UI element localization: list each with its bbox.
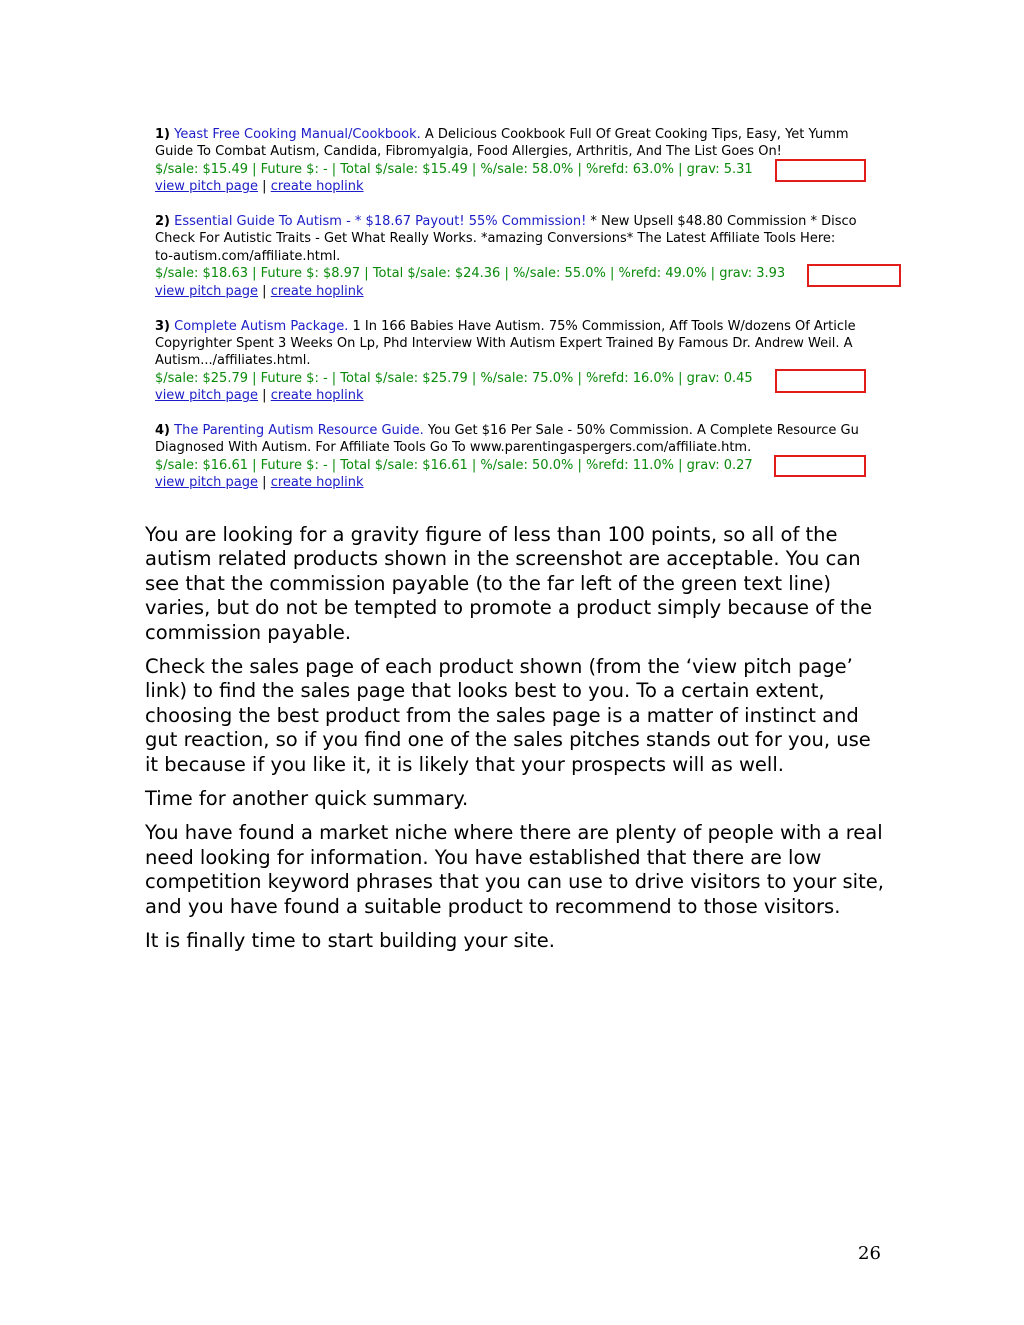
result-title-line xyxy=(155,213,927,230)
product-title-link[interactable]: Yeast Free Cooking Manual/Cookbook. xyxy=(174,127,421,142)
link-separator: | xyxy=(262,475,267,491)
view-pitch-page-link[interactable]: view pitch page xyxy=(155,179,259,195)
product-title-link[interactable]: Complete Autism Package. xyxy=(174,318,349,334)
result-title-line xyxy=(155,318,927,335)
product-description: Check For Autistic Traits - Get What Really Works. *amazing Conversions* The Latest Affiliate Tools Here: xyxy=(155,231,836,247)
result-number: 3) xyxy=(155,318,170,334)
result-title-line xyxy=(155,126,927,143)
product-result xyxy=(155,318,927,405)
view-pitch-page-link[interactable]: view pitch page xyxy=(155,388,259,404)
view-pitch-page-link[interactable]: view pitch page xyxy=(155,283,259,299)
create-hoplink-link[interactable]: create hoplink xyxy=(270,475,364,491)
gravity-highlight-box xyxy=(774,455,866,477)
body-paragraph: It is finally time to start building your site. xyxy=(145,929,555,953)
gravity-highlight-box xyxy=(775,159,866,182)
result-title-line xyxy=(155,422,927,439)
product-description: Copyrighter Spent 3 Weeks On Lp, Phd Interview With Autism Expert Trained By Famous Dr. Andrew Weil. A xyxy=(155,335,853,351)
gravity-value: grav: 5.31 xyxy=(686,161,753,177)
stats-text: $/sale: $15.49 | Future $: - | Total $/sale: $15.49 | %/sale: 58.0% | %refd: 63.0% | xyxy=(155,161,683,177)
product-description: 1 In 166 Babies Have Autism. 75% Commission, Aff Tools W/dozens Of Article xyxy=(352,318,856,334)
view-pitch-page-link[interactable]: view pitch page xyxy=(155,475,259,491)
result-number: 1) xyxy=(155,127,170,142)
create-hoplink-link[interactable]: create hoplink xyxy=(270,388,364,404)
embedded-screenshot xyxy=(155,126,927,509)
result-number: 4) xyxy=(155,422,170,438)
stats-text: $/sale: $25.79 | Future $: - | Total $/sale: $25.79 | %/sale: 75.0% | %refd: 16.0% | xyxy=(155,370,683,386)
product-result xyxy=(155,422,927,492)
product-description: * New Upsell $48.80 Commission * Disco xyxy=(590,214,857,230)
page-number: 26 xyxy=(858,1243,881,1264)
stats-text: $/sale: $18.63 | Future $: $8.97 | Total $/sale: $24.36 | %/sale: 55.0% | %refd: 49.0% | xyxy=(155,266,716,282)
link-separator: | xyxy=(262,179,267,195)
body-paragraph: You have found a market niche where there are plenty of people with a real need looking for information. You have established that there are low competition keyword phrases that you can use to drive visitors to your site, and you have found a suitable product to recommend to those visitors. xyxy=(145,821,884,918)
gravity-highlight-box xyxy=(775,369,866,393)
body-paragraph: Check the sales page of each product shown (from the ‘view pitch page’ link) to find the sales page that looks best to you. To a certain extent, choosing the best product from the sales page is a matter of instinct and gut reaction, so if you find one of the sales pitches stands out for you, use it because if you like it, it is likely that your prospects will as well. xyxy=(145,655,871,776)
product-description: Guide To Combat Autism, Candida, Fibromyalgia, Food Allergies, Arthritis, And The List Goes On! xyxy=(155,144,782,160)
gravity-highlight-box xyxy=(807,264,901,287)
link-separator: | xyxy=(262,388,267,404)
product-description: You Get $16 Per Sale - 50% Commission. A Complete Resource Gu xyxy=(427,422,859,438)
gravity-value: grav: 3.93 xyxy=(719,266,786,282)
product-description: Autism.../affiliates.html. xyxy=(155,353,311,369)
create-hoplink-link[interactable]: create hoplink xyxy=(270,179,364,195)
product-description: Diagnosed With Autism. For Affiliate Tools Go To www.parentingaspergers.com/affiliate.htm. xyxy=(155,440,752,456)
result-number: 2) xyxy=(155,214,170,230)
body-paragraph: Time for another quick summary. xyxy=(145,787,469,811)
product-description: A Delicious Cookbook Full Of Great Cooking Tips, Easy, Yet Yumm xyxy=(424,127,849,142)
product-description: to-autism.com/affiliate.html. xyxy=(155,248,341,264)
gravity-value: grav: 0.27 xyxy=(686,457,753,473)
product-result xyxy=(155,126,927,196)
gravity-value: grav: 0.45 xyxy=(686,370,753,386)
body-paragraph: You are looking for a gravity figure of less than 100 points, so all of the autism related products shown in the screenshot are acceptable. You can see that the commission payable (to the far left of the green text line) varies, but do not be tempted to promote a product simply because of the commission payable. xyxy=(145,523,873,644)
create-hoplink-link[interactable]: create hoplink xyxy=(270,283,364,299)
product-title-link[interactable]: The Parenting Autism Resource Guide. xyxy=(174,422,424,438)
product-title-link[interactable]: Essential Guide To Autism - * $18.67 Payout! 55% Commission! xyxy=(174,214,587,230)
stats-text: $/sale: $16.61 | Future $: - | Total $/sale: $16.61 | %/sale: 50.0% | %refd: 11.0% | xyxy=(155,457,683,473)
product-result xyxy=(155,213,927,300)
body-text xyxy=(145,523,885,964)
link-separator: | xyxy=(262,283,267,299)
